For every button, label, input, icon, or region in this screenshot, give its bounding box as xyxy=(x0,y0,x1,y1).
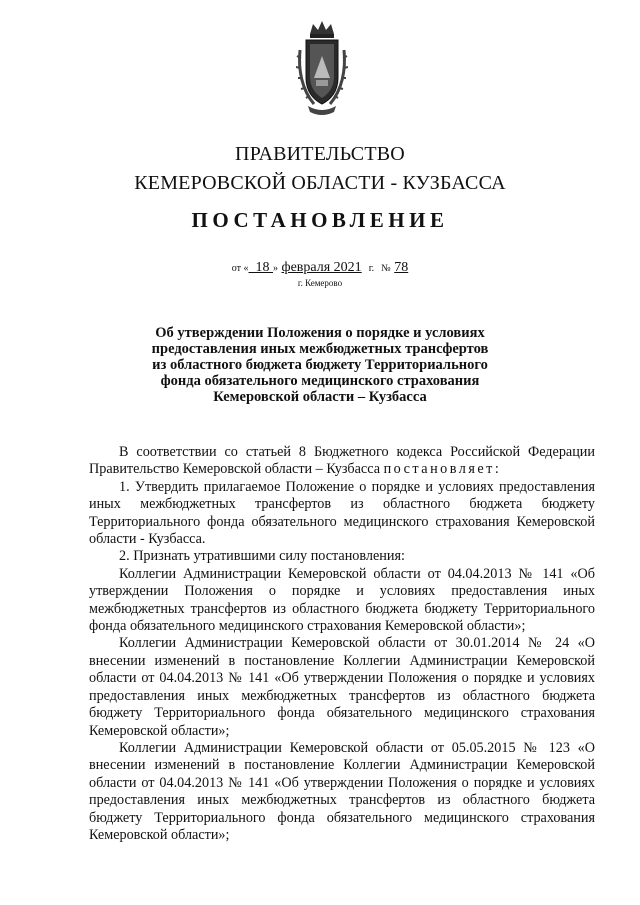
paragraph-item-2: 2. Признать утратившими силу постановления: xyxy=(119,548,405,565)
date-prefix: от « xyxy=(231,263,249,274)
date-day: 18 xyxy=(255,260,270,275)
title-line-5: Кемеровской области – Кузбасса xyxy=(213,389,427,405)
date-month-year: февраля 2021 xyxy=(281,260,362,275)
document-body xyxy=(89,444,595,844)
coat-of-arms-emblem xyxy=(296,20,348,118)
document-type-heading: ПОСТАНОВЛЕНИЕ xyxy=(191,208,449,232)
number-sign: № xyxy=(381,263,391,274)
paragraph-repealed-2: Коллегии Администрации Кемеровской области от 30.01.2014 № 24 «О внесении изменений в постановление Коллегии Администрации Кемеровской области от 04.04.2013 № 141 «Об утверждении Положения о порядке и условиях предоставления иных межбюджетных трансфертов из областного бюджета бюджету Территориального фонда обязательного медицинского страхования Кемеровской области»; xyxy=(89,635,595,739)
city-label: г. Кемерово xyxy=(297,278,343,288)
paragraph-repealed-1: Коллегии Администрации Кемеровской области от 04.04.2013 № 141 «Об утверждении Положения о порядке и условиях предоставления иных межбюджетных трансфертов из областного бюджета бюджету Территориального фонда обязательного медицинского страхования Кемеровской области»; xyxy=(89,565,595,635)
organization-name xyxy=(0,140,640,198)
document-number: 78 xyxy=(394,260,409,275)
title-line-2: предоставления иных межбюджетных трансфертов xyxy=(151,341,489,357)
title-line-4: фонда обязательного медицинского страхования xyxy=(160,373,480,389)
date-year-suffix: г. xyxy=(368,263,375,274)
date-quote-close: » xyxy=(273,263,279,274)
decision-word: постановляет xyxy=(383,461,495,478)
document-title xyxy=(120,325,520,405)
org-line-1: ПРАВИТЕЛЬСТВО xyxy=(235,143,405,165)
org-line-2: КЕМЕРОВСКОЙ ОБЛАСТИ - КУЗБАССА xyxy=(134,172,506,194)
paragraph-item-1: 1. Утвердить прилагаемое Положение о порядке и условиях предоставления иных межбюджетных трансфертов из областного бюджета бюджету Территориального фонда обязательного медицинского страхования Кемеровской области - Кузбасса. xyxy=(89,478,595,548)
paragraph-repealed-3: Коллегии Администрации Кемеровской области от 05.05.2015 № 123 «О внесении изменений в постановление Коллегии Администрации Кемеровской области от 04.04.2013 № 141 «Об утверждении Положения о порядке и условиях предоставления иных межбюджетных трансфертов из областного бюджета бюджету Территориального фонда обязательного медицинского страхования Кемеровской области»; xyxy=(89,739,595,843)
date-number-line xyxy=(0,260,640,276)
title-line-1: Об утверждении Положения о порядке и условиях xyxy=(155,325,485,341)
paragraph-preamble: В соответствии со статьей 8 Бюджетного кодекса Российской Федерации Правительство Кемеровской области – Кузбасса постановляет: xyxy=(89,444,595,478)
title-line-3: из областного бюджета бюджету Территориального xyxy=(152,357,488,373)
